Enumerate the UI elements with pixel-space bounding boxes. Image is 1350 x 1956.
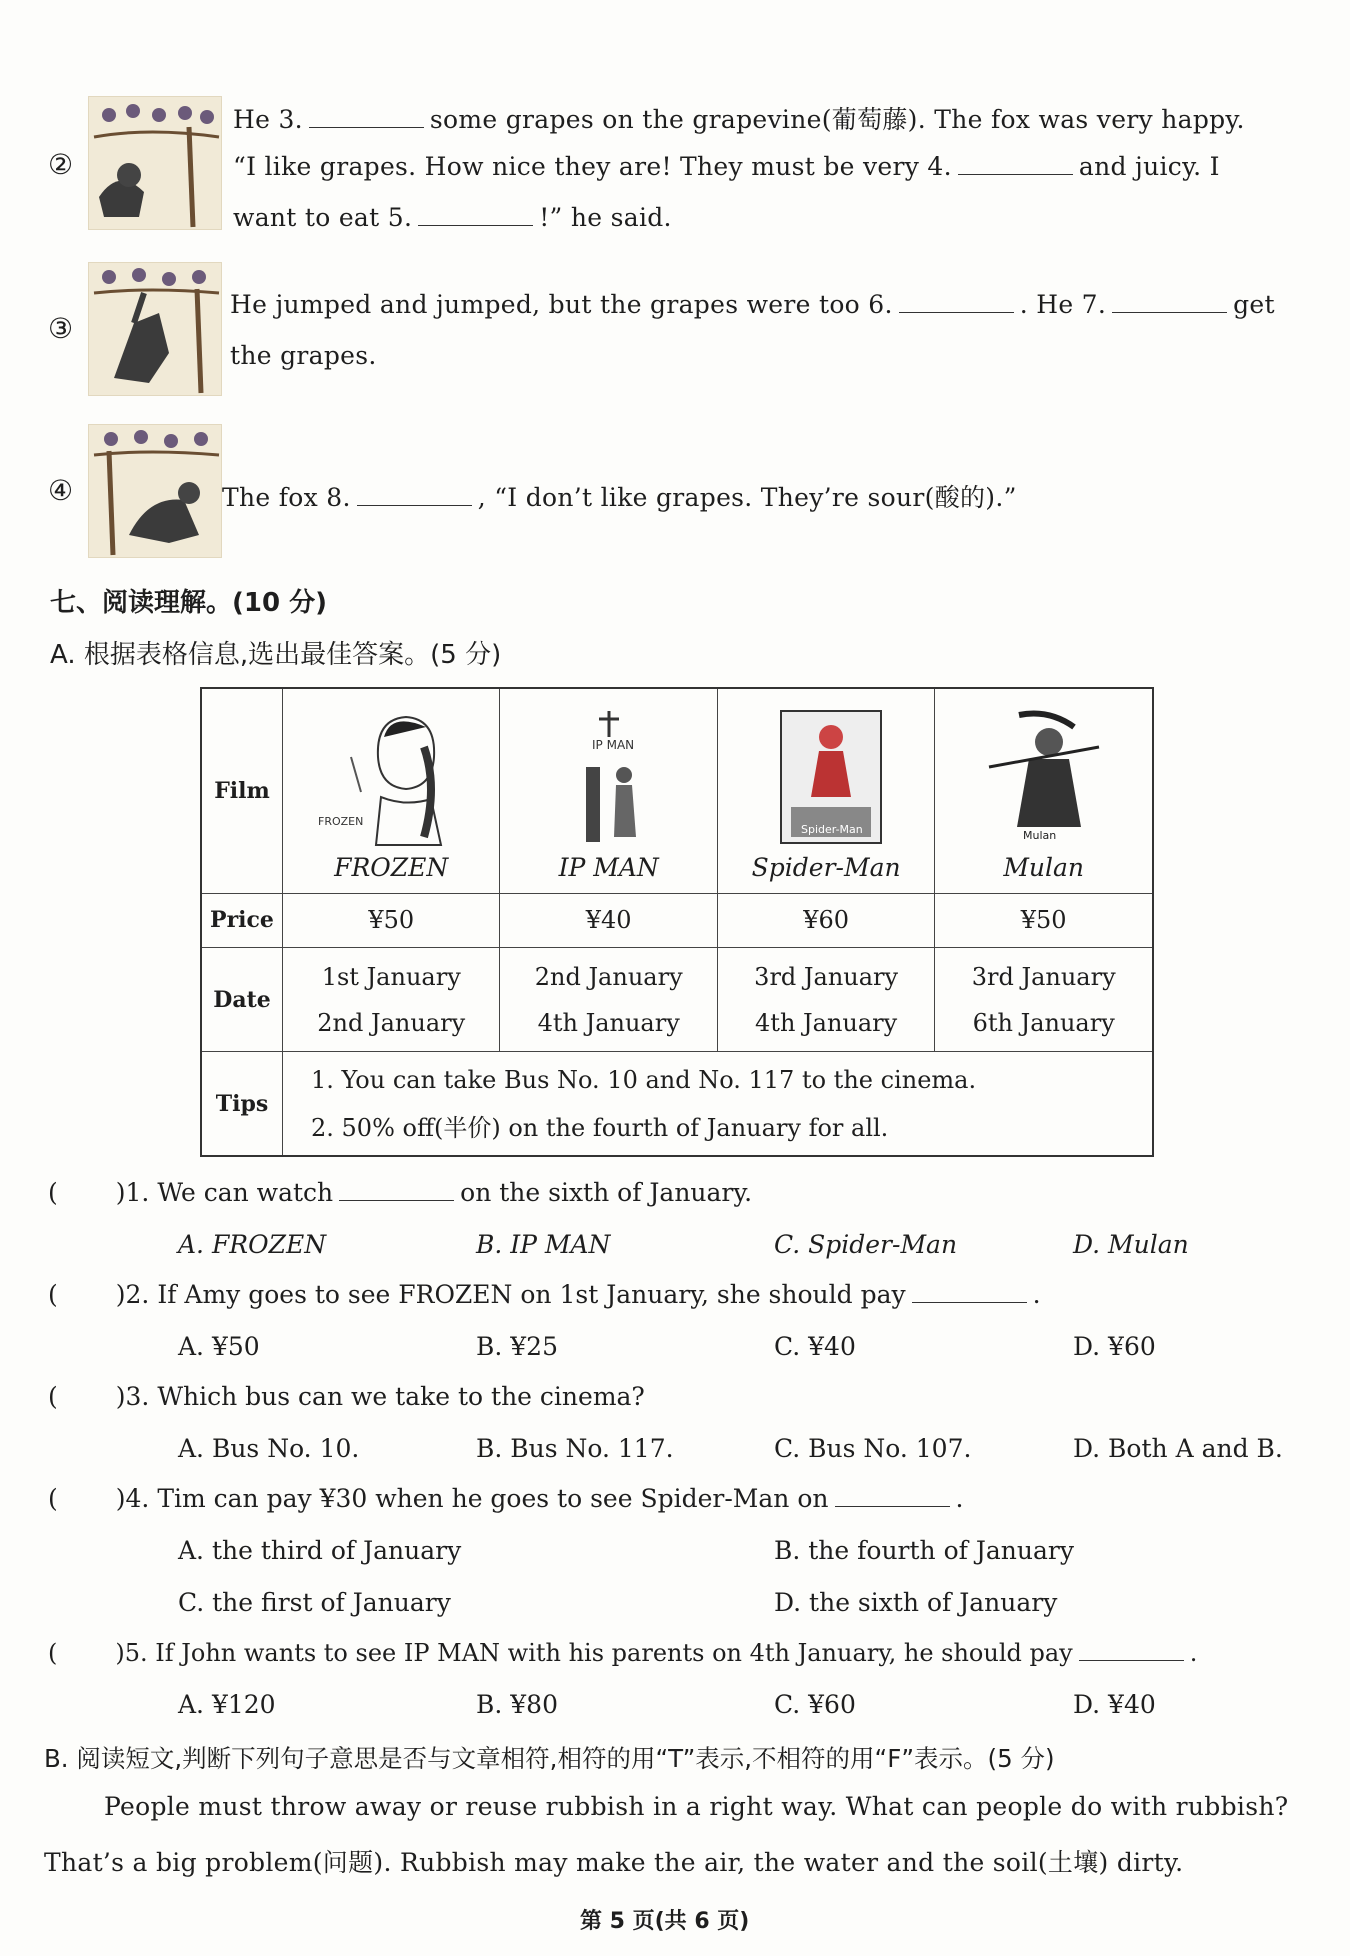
option[interactable]: A. ¥50 xyxy=(178,1332,260,1361)
row-header-date: Date xyxy=(201,948,283,1052)
option[interactable]: B. IP MAN xyxy=(476,1230,611,1259)
story-line: He jumped and jumped, but the grapes were too 6. . He 7. get xyxy=(230,290,1275,319)
film-table xyxy=(200,687,1154,1157)
price-cell: ¥40 xyxy=(500,893,717,947)
film-name: FROZEN xyxy=(334,853,449,883)
film-name: IP MAN xyxy=(558,853,659,883)
date-cell: 3rd January 6th January xyxy=(935,948,1153,1052)
answer-blank[interactable] xyxy=(835,1484,950,1507)
poster-text: Mulan xyxy=(1022,829,1056,843)
film-cell xyxy=(500,688,717,893)
option[interactable]: D. ¥60 xyxy=(1073,1332,1156,1361)
option[interactable]: A. FROZEN xyxy=(178,1230,327,1259)
option[interactable]: C. ¥60 xyxy=(774,1690,856,1719)
option[interactable]: B. the fourth of January xyxy=(774,1536,1074,1565)
answer-blank[interactable] xyxy=(958,152,1073,175)
film-cell xyxy=(283,688,500,893)
row-header-film: Film xyxy=(201,688,283,893)
question-4: ( )4. Tim can pay ¥30 when he goes to see Spider-Man on . xyxy=(48,1484,964,1513)
poster-text: Spider-Man xyxy=(801,823,863,837)
section-title: 七、阅读理解。(10 分) xyxy=(50,588,327,618)
date-cell: 2nd January 4th January xyxy=(500,948,717,1052)
story-line: The fox 8. , “I don’t like grapes. They’re sour(酸的).” xyxy=(222,483,1017,512)
passage-line: That’s a big problem(问题). Rubbish may make the air, the water and the soil(土壤) dirty. xyxy=(44,1848,1184,1877)
price-cell: ¥50 xyxy=(283,893,500,947)
question-2: ( )2. If Amy goes to see FROZEN on 1st January, she should pay . xyxy=(48,1280,1041,1309)
option[interactable]: B. Bus No. 117. xyxy=(476,1434,674,1463)
option[interactable]: C. Bus No. 107. xyxy=(774,1434,972,1463)
option[interactable]: C. the first of January xyxy=(178,1588,451,1617)
story-line: “I like grapes. How nice they are! They must be very 4. and juicy. I xyxy=(233,152,1220,181)
poster-text: FROZEN xyxy=(318,815,364,829)
film-cell xyxy=(717,688,934,893)
question-1: ( )1. We can watch on the sixth of January. xyxy=(48,1178,753,1207)
tips-cell xyxy=(283,1052,1154,1156)
answer-blank[interactable] xyxy=(899,290,1014,313)
option[interactable]: A. ¥120 xyxy=(178,1690,276,1719)
option[interactable]: D. the sixth of January xyxy=(774,1588,1058,1617)
option[interactable]: C. Spider-Man xyxy=(774,1230,958,1259)
panel-number: ③ xyxy=(48,312,74,345)
answer-blank[interactable] xyxy=(912,1280,1027,1303)
option[interactable]: C. ¥40 xyxy=(774,1332,856,1361)
answer-blank[interactable] xyxy=(1112,290,1227,313)
fox-jumping-picture xyxy=(88,262,222,396)
row-header-tips: Tips xyxy=(201,1052,283,1156)
frozen-poster-icon xyxy=(306,707,476,847)
story-line: the grapes. xyxy=(230,341,377,370)
fox-walking-away-picture xyxy=(88,424,222,558)
row-header-price: Price xyxy=(201,893,283,947)
tip-1: 1. You can take Bus No. 10 and No. 117 to the cinema. xyxy=(311,1065,977,1094)
answer-blank[interactable] xyxy=(357,483,472,506)
part-a-instruction: A. 根据表格信息,选出最佳答案。(5 分) xyxy=(50,640,502,670)
passage-line: People must throw away or reuse rubbish in a right way. What can people do with rubbish? xyxy=(104,1792,1289,1821)
option[interactable]: A. the third of January xyxy=(178,1536,462,1565)
story-line: He 3. some grapes on the grapevine(葡萄藤). The fox was very happy. xyxy=(233,105,1245,134)
date-cell: 1st January 2nd January xyxy=(283,948,500,1052)
answer-blank[interactable] xyxy=(309,105,424,128)
film-name: Mulan xyxy=(1003,853,1085,883)
price-cell: ¥60 xyxy=(717,893,934,947)
answer-blank[interactable] xyxy=(1079,1638,1184,1661)
panel-number: ④ xyxy=(48,474,74,507)
option[interactable]: B. ¥80 xyxy=(476,1690,558,1719)
question-5: ( )5. If John wants to see IP MAN with his parents on 4th January, he should pay . xyxy=(48,1639,1198,1667)
option[interactable]: B. ¥25 xyxy=(476,1332,558,1361)
story-line: want to eat 5. !” he said. xyxy=(233,203,672,232)
film-cell xyxy=(935,688,1153,893)
date-cell: 3rd January 4th January xyxy=(717,948,934,1052)
option[interactable]: D. ¥40 xyxy=(1073,1690,1156,1719)
film-name: Spider-Man xyxy=(751,853,901,883)
question-3: ( )3. Which bus can we take to the cinema? xyxy=(48,1382,645,1411)
option[interactable]: A. Bus No. 10. xyxy=(178,1434,360,1463)
poster-text: IP MAN xyxy=(591,738,634,753)
tip-2: 2. 50% off(半价) on the fourth of January for all. xyxy=(311,1113,889,1142)
mulan-poster-icon xyxy=(959,707,1129,847)
answer-blank[interactable] xyxy=(418,203,533,226)
page-number: 第 5 页(共 6 页) xyxy=(580,1909,750,1934)
answer-blank[interactable] xyxy=(339,1178,454,1201)
price-cell: ¥50 xyxy=(935,893,1153,947)
fox-grapes-picture xyxy=(88,96,222,230)
part-b-instruction: B. 阅读短文,判断下列句子意思是否与文章相符,相符的用“T”表示,不相符的用“F”表示。(5 分) xyxy=(44,1744,1055,1773)
option[interactable]: D. Mulan xyxy=(1073,1230,1189,1259)
ip-man-poster-icon xyxy=(524,707,694,847)
option[interactable]: D. Both A and B. xyxy=(1073,1434,1283,1463)
panel-number: ② xyxy=(48,148,74,181)
spider-man-poster-icon xyxy=(741,707,911,847)
